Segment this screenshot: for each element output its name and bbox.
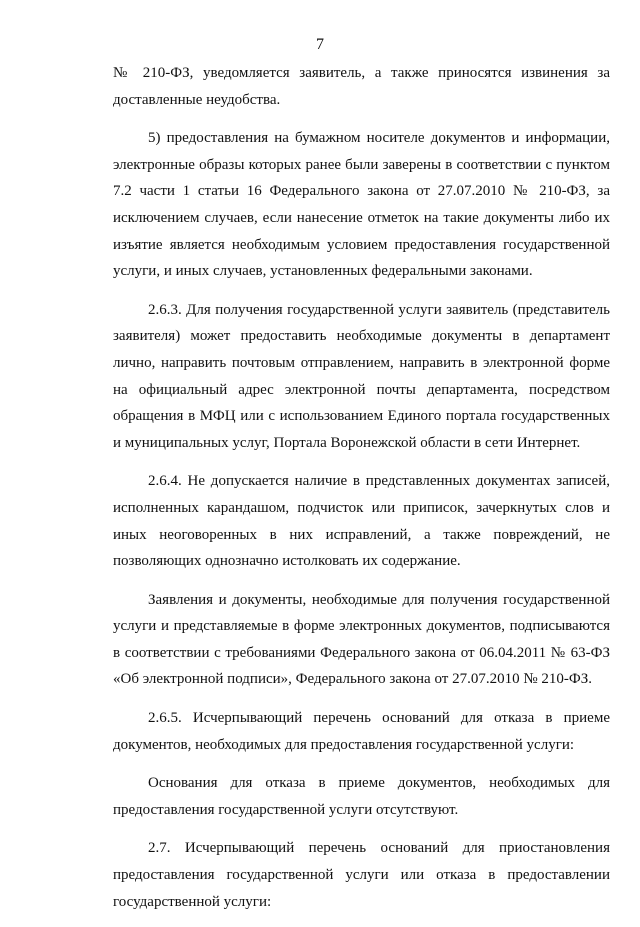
paragraph-no-grounds: Основания для отказа в приеме документов, необходимых для предоставления государственной услуги отсутствуют. — [113, 775, 610, 818]
paragraph-item-5: 5) предоставления на бумажном носителе документов и информации, электронные образы которых ранее были заверены в соответствии с пунктом 7.2 части 1 статьи 16 Федерального закона от 27.07.2010 № 210-ФЗ, за исключением случаев, если нанесение отметок на такие документы либо их изъятие является необходимым условием предоставления государственной услуги, и иных случаев, установленных федеральными законами. — [113, 130, 610, 280]
paragraph-electronic-signature: Заявления и документы, необходимые для получения государственной услуги и представляемые в форме электронных документов, подписываются в соответствии с требованиями Федерального закона от 06.04.2011 № 63-ФЗ «Об электронной подписи», Федерального закона от 27.07.2010 № 210-ФЗ. — [113, 591, 610, 688]
paragraph-continuation: № 210-ФЗ, уведомляется заявитель, а также приносятся извинения за доставленные неудобства. — [113, 65, 610, 108]
paragraph-2-7: 2.7. Исчерпывающий перечень оснований для приостановления предоставления государственной услуги или отказа в предоставлении государственной услуги: — [113, 840, 610, 910]
paragraph-2-6-4: 2.6.4. Не допускается наличие в представленных документах записей, исполненных карандашом, подчисток или приписок, зачеркнутых слов и иных неоговоренных в них исправлений, а также повреждений, не позволяющих однозначно истолковать их содержание. — [113, 473, 610, 570]
paragraph-2-6-5: 2.6.5. Исчерпывающий перечень оснований для отказа в приеме документов, необходимых для предоставления государственной услуги: — [113, 710, 610, 753]
page-number: 7 — [316, 36, 324, 53]
paragraph-2-6-3: 2.6.3. Для получения государственной услуги заявитель (представитель заявителя) может предоставить необходимые документы в департамент лично, направить почтовым отправлением, направить в электронной форме на официальный адрес электронной почты департамента, посредством обращения в МФЦ или с использованием Единого портала государственных и муниципальных услуг, Портала Воронежской области в сети Интернет. — [113, 301, 610, 451]
document-body — [113, 60, 610, 927]
